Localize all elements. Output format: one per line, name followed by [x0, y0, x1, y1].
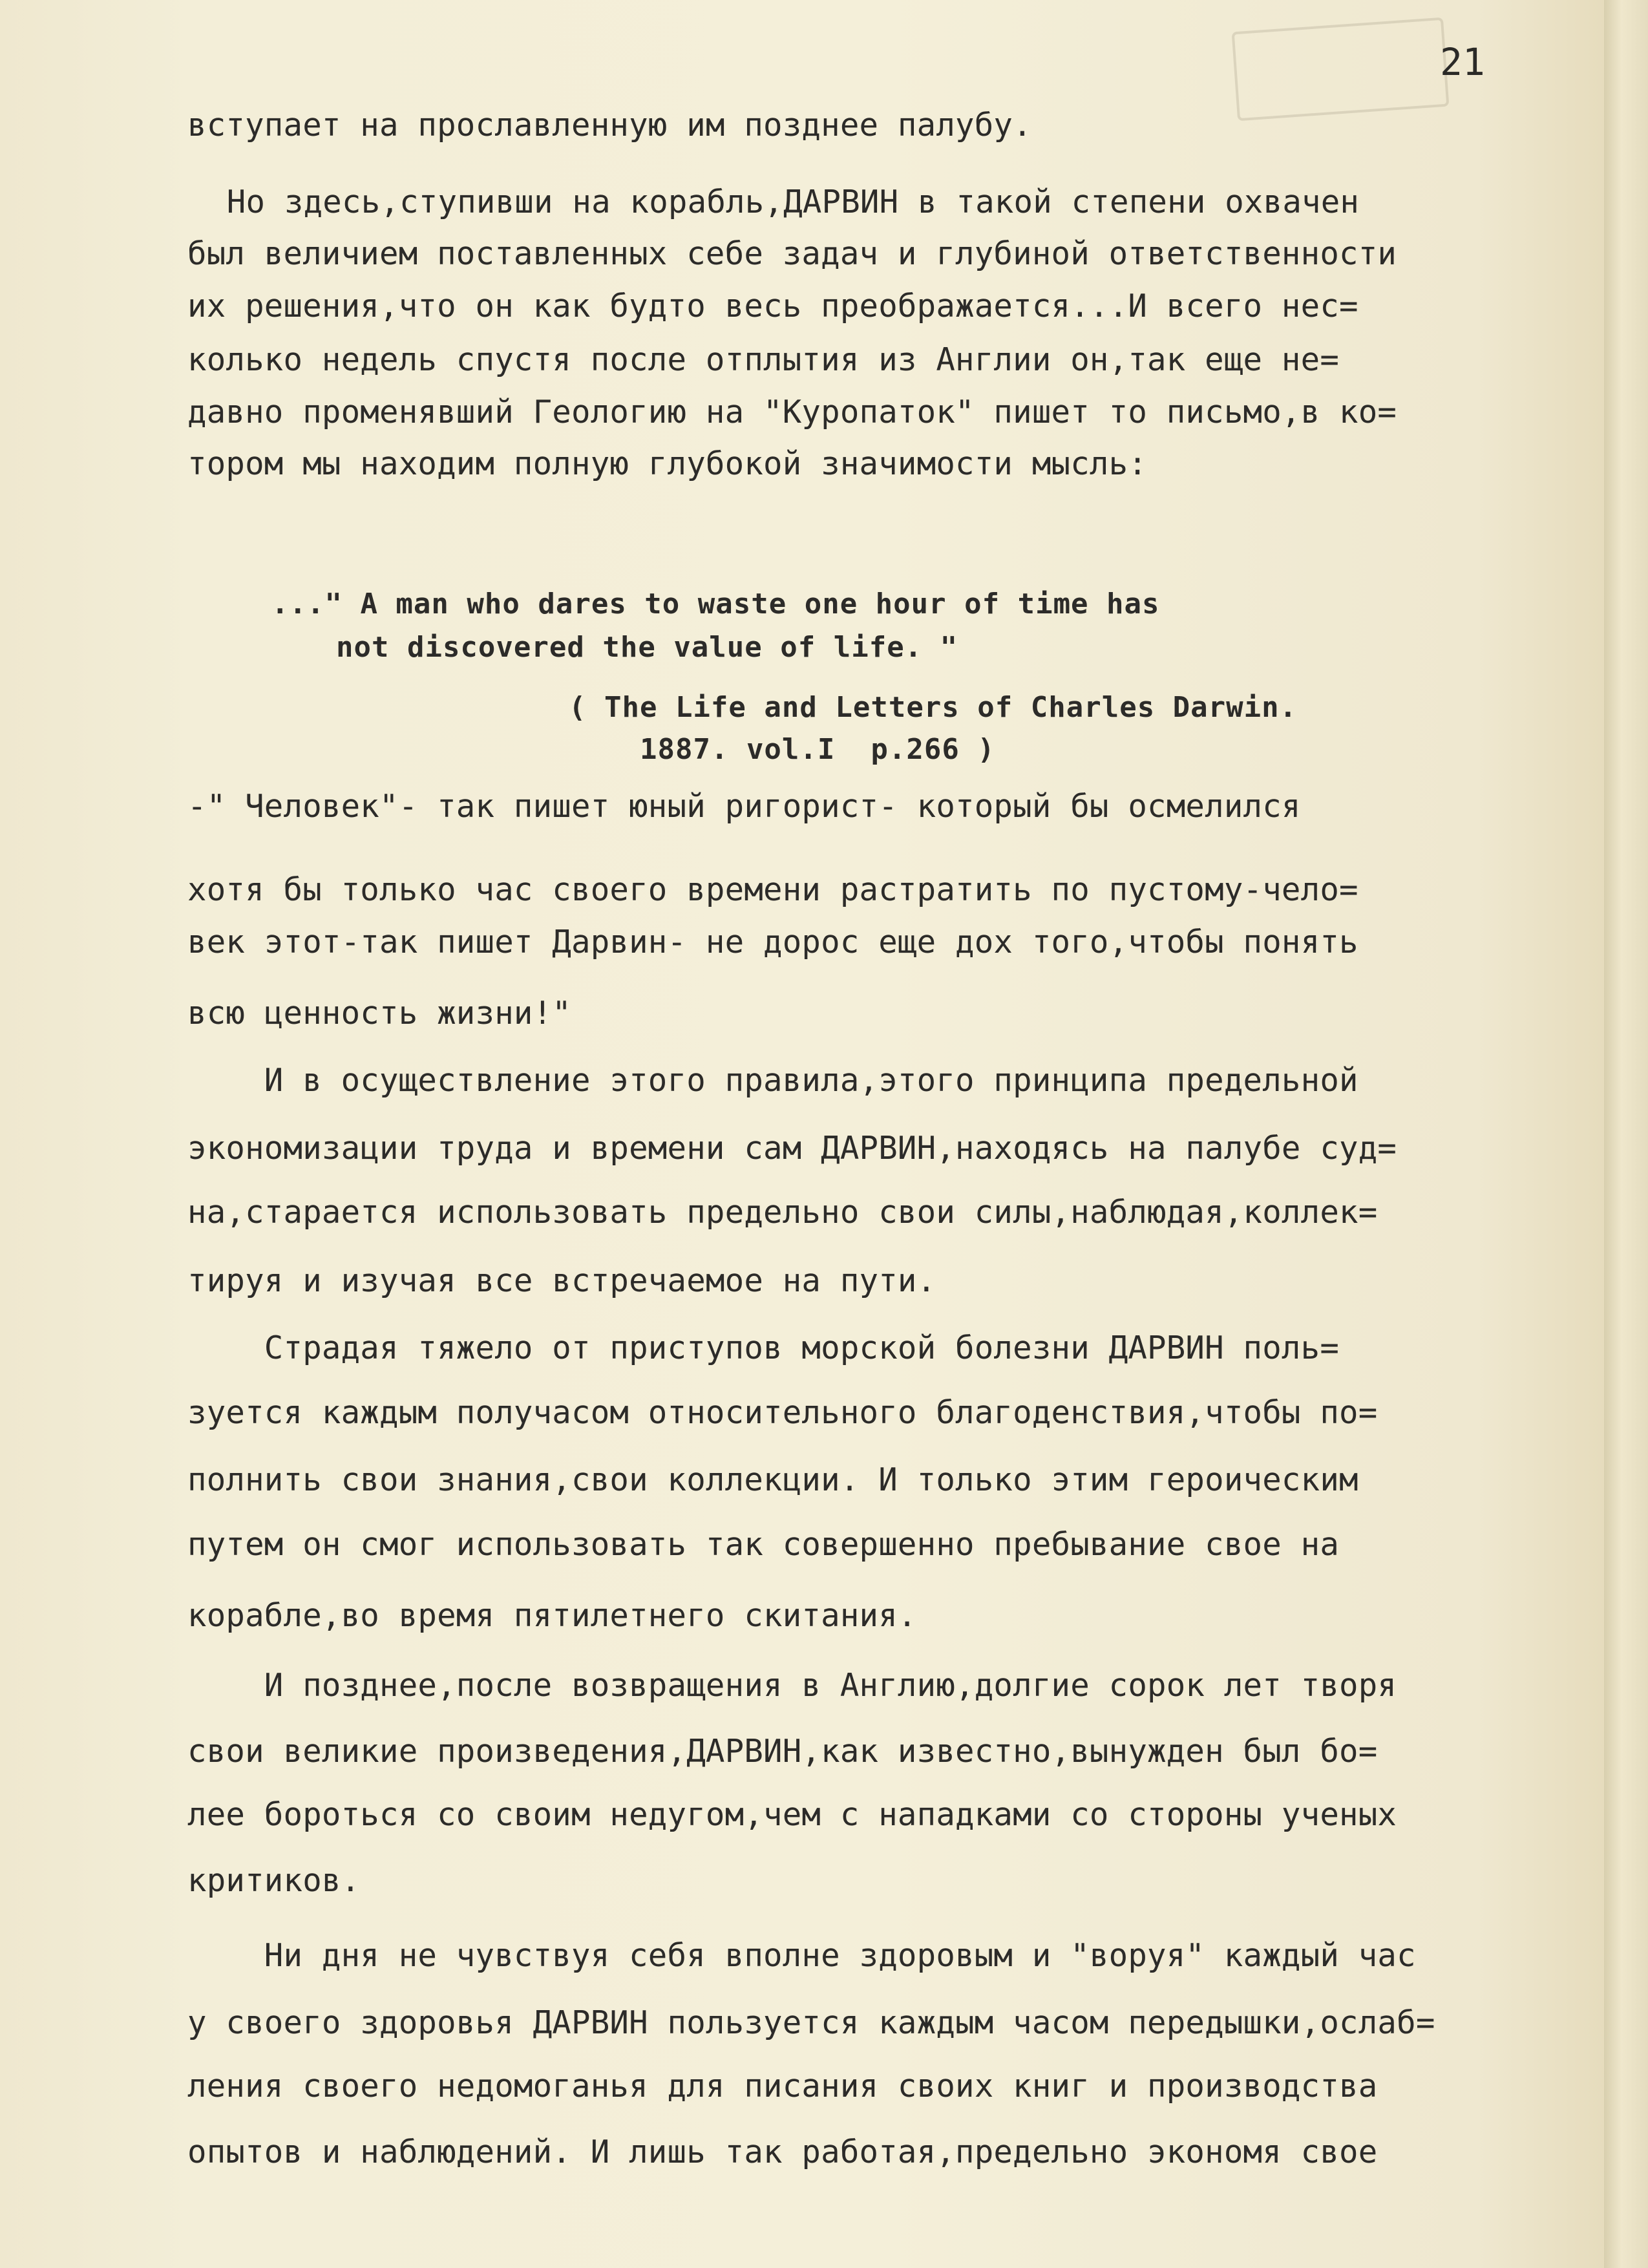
- text-line: корабле,во время пятилетнего скитания.: [187, 1597, 917, 1634]
- text-line: Страдая тяжело от приступов морской болезни ДАРВИН поль=: [187, 1330, 1340, 1366]
- text-line: ления своего недомоганья для писания своих книг и производства: [187, 2068, 1378, 2104]
- page-number: 21: [1440, 40, 1485, 84]
- text-line: давно променявший Геологию на "Куропаток" пишет то письмо,в ко=: [187, 394, 1397, 430]
- text-line: колько недель спустя после отплытия из Англии он,так еще не=: [187, 341, 1340, 378]
- text-line: тируя и изучая все встречаемое на пути.: [187, 1262, 936, 1299]
- text-line: экономизации труда и времени сам ДАРВИН,находясь на палубе суд=: [187, 1130, 1397, 1167]
- archive-stamp: [1232, 17, 1450, 122]
- text-line: путем он смог использовать так совершенно пребывание свое на: [187, 1526, 1340, 1563]
- text-line: опытов и наблюдений. И лишь так работая,предельно экономя свое: [187, 2134, 1378, 2170]
- text-line: Но здесь,ступивши на корабль,ДАРВИН в такой степени охвачен: [150, 184, 1360, 220]
- page-edge: [1604, 0, 1648, 2268]
- quote-line: ..." A man who dares to waste one hour of time has: [271, 588, 1160, 620]
- text-line: их решения,что он как будто весь преображается...И всего нес=: [187, 288, 1358, 324]
- text-line: тором мы находим полную глубокой значимости мысль:: [187, 445, 1148, 482]
- citation-line: 1887. vol.I p.266 ): [640, 733, 995, 766]
- text-line: И позднее,после возвращения в Англию,долгие сорок лет творя: [187, 1667, 1397, 1704]
- text-line: вступает на прославленную им позднее палубу.: [187, 107, 1032, 143]
- quote-line: not discovered the value of life. ": [336, 631, 958, 664]
- text-line: на,старается использовать предельно свои силы,наблюдая,коллек=: [187, 1194, 1378, 1231]
- text-line: свои великие произведения,ДАРВИН,как известно,вынужден был бо=: [187, 1733, 1378, 1770]
- text-line: лее бороться со своим недугом,чем с нападками со стороны ученых: [187, 1796, 1397, 1833]
- text-line: всю ценность жизни!": [187, 995, 572, 1032]
- text-line: Ни дня не чувствуя себя вполне здоровым и "воруя" каждый час: [187, 1937, 1416, 1974]
- text-line: хотя бы только час своего времени растратить по пустому-чело=: [187, 871, 1358, 908]
- text-line: был величием поставленных себе задач и глубиной ответственности: [187, 235, 1397, 272]
- text-line: -" Человек"- так пишет юный ригорист- который бы осмелился: [187, 788, 1301, 825]
- text-line: И в осуществление этого правила,этого принципа предельной: [187, 1062, 1358, 1099]
- text-line: зуется каждым получасом относительного благоденствия,чтобы по=: [187, 1394, 1378, 1431]
- text-line: критиков.: [187, 1862, 361, 1899]
- text-line: век этот-так пишет Дарвин- не дорос еще дох того,чтобы понять: [187, 924, 1358, 960]
- text-line: полнить свои знания,свои коллекции. И только этим героическим: [187, 1461, 1358, 1498]
- text-line: у своего здоровья ДАРВИН пользуется каждым часом передышки,ослаб=: [187, 2004, 1435, 2041]
- citation-line: ( The Life and Letters of Charles Darwin.: [569, 691, 1298, 724]
